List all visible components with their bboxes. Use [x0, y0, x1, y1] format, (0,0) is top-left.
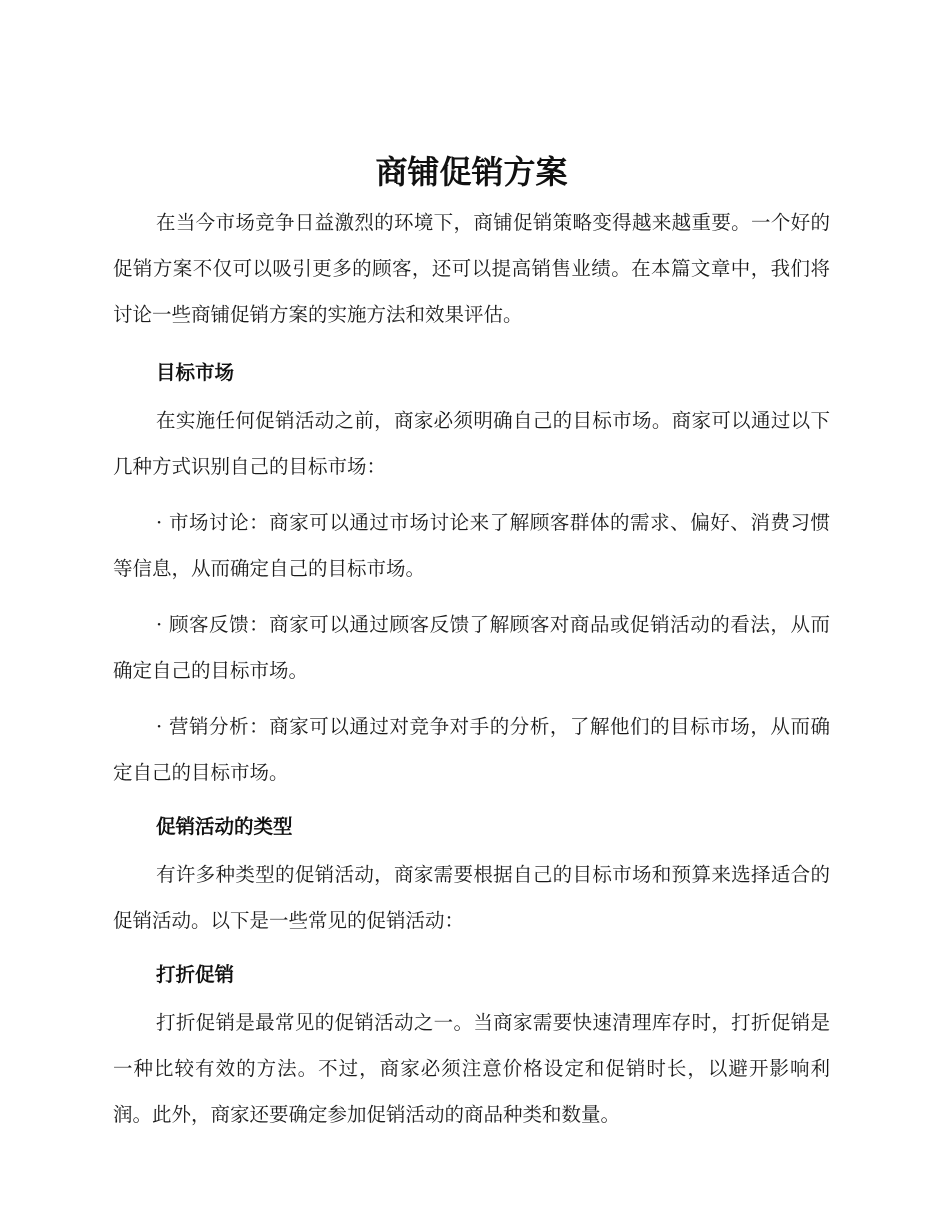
bullet-marketing-analysis: · 营销分析：商家可以通过对竞争对手的分析，了解他们的目标市场，从而确定自己的目标市场。 [113, 715, 830, 784]
target-market-intro: 在实施任何促销活动之前，商家必须明确自己的目标市场。商家可以通过以下几种方式识别自己的目标市场： [113, 409, 830, 478]
document-title: 商铺促销方案 [375, 153, 568, 191]
section-heading-target-market: 目标市场 [156, 361, 235, 384]
intro-paragraph: 在当今市场竞争日益激烈的环境下，商铺促销策略变得越来越重要。一个好的促销方案不仅可以吸引更多的顾客，还可以提高销售业绩。在本篇文章中，我们将讨论一些商铺促销方案的实施方法和效果评估。 [113, 211, 830, 326]
bullet-customer-feedback: · 顾客反馈：商家可以通过顾客反馈了解顾客对商品或促销活动的看法，从而确定自己的目标市场。 [113, 613, 830, 682]
discount-paragraph: 打折促销是最常见的促销活动之一。当商家需要快速清理库存时，打折促销是一种比较有效的方法。不过，商家必须注意价格设定和促销时长，以避开影响利润。此外，商家还要确定参加促销活动的商品种类和数量。 [113, 1011, 830, 1126]
promotion-types-intro: 有许多种类型的促销活动，商家需要根据自己的目标市场和预算来选择适合的促销活动。以下是一些常见的促销活动： [113, 863, 830, 932]
section-heading-discount: 打折促销 [156, 963, 235, 986]
document-page [113, 150, 830, 1138]
section-heading-promotion-types: 促销活动的类型 [156, 815, 293, 838]
bullet-market-discussion: · 市场讨论：商家可以通过市场讨论来了解顾客群体的需求、偏好、消费习惯等信息，从而确定自己的目标市场。 [113, 511, 830, 580]
